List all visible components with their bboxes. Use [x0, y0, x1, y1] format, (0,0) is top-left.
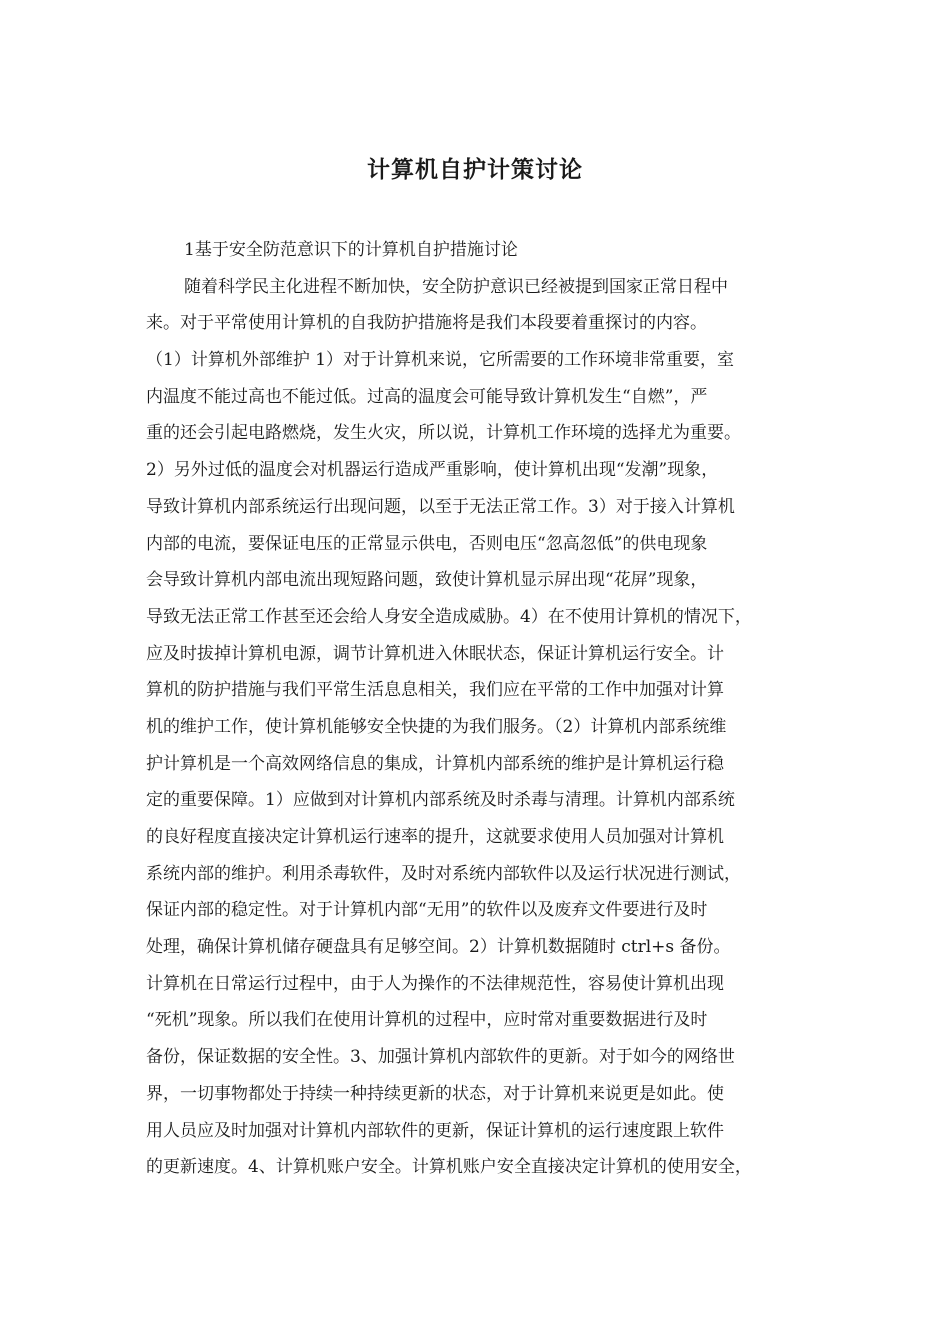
- paragraph-line: 算机的防护措施与我们平常生活息息相关，我们应在平常的工作中加强对计算: [146, 680, 724, 701]
- section-heading: 1基于安全防范意识下的计算机自护措施讨论: [184, 240, 518, 260]
- paragraph-line: 护计算机是一个高效网络信息的集成，计算机内部系统的维护是计算机运行稳: [146, 753, 724, 774]
- paragraph-line: 处理，确保计算机储存硬盘具有足够空间。2）计算机数据随时 ctrl+s 备份。: [146, 937, 731, 958]
- paragraph-line: 界，一切事物都处于持续一种持续更新的状态，对于计算机来说更是如此。使: [146, 1083, 724, 1104]
- paragraph-line: 备份，保证数据的安全性。3、加强计算机内部软件的更新。对于如今的网络世: [146, 1047, 735, 1068]
- paragraph-line: 定的重要保障。1）应做到对计算机内部系统及时杀毒与清理。计算机内部系统: [146, 790, 735, 811]
- paragraph-line: 的良好程度直接决定计算机运行速率的提升，这就要求使用人员加强对计算机: [146, 827, 724, 847]
- paragraph-line: （1）计算机外部维护 1）对于计算机来说，它所需要的工作环境非常重要，室: [146, 350, 735, 371]
- paragraph-line: 保证内部的稳定性。对于计算机内部“无用”的软件以及废弃文件要进行及时: [146, 900, 708, 921]
- paragraph-line: 内温度不能过高也不能过低。过高的温度会可能导致计算机发生“自燃”，严: [146, 386, 708, 407]
- paragraph-line: 内部的电流，要保证电压的正常显示供电，否则电压“忽高忽低”的供电现象: [146, 533, 708, 554]
- paragraph-line: 来。对于平常使用计算机的自我防护措施将是我们本段要着重探讨的内容。: [146, 313, 707, 334]
- paragraph-line: 的更新速度。4、计算机账户安全。计算机账户安全直接决定计算机的使用安全，: [146, 1157, 752, 1178]
- paragraph-line: 2）另外过低的温度会对机器运行造成严重影响，使计算机出现“发潮”现象，: [146, 460, 719, 481]
- document-body: [146, 232, 822, 1186]
- paragraph-line: 系统内部的维护。利用杀毒软件，及时对系统内部软件以及运行状况进行测试，: [146, 863, 741, 884]
- paragraph-line: 计算机在日常运行过程中，由于人为操作的不法律规范性，容易使计算机出现: [146, 973, 724, 994]
- paragraph-line: 会导致计算机内部电流出现短路问题，致使计算机显示屏出现“花屏”现象，: [146, 570, 708, 591]
- paragraph-line: 导致无法正常工作甚至还会给人身安全造成威胁。4）在不使用计算机的情况下，: [146, 606, 752, 627]
- paragraph-line: 应及时拔掉计算机电源，调节计算机进入休眠状态，保证计算机运行安全。计: [146, 643, 724, 664]
- paragraph-line: 导致计算机内部系统运行出现问题，以至于无法正常工作。3）对于接入计算机: [146, 496, 735, 517]
- paragraph-line: 用人员应及时加强对计算机内部软件的更新，保证计算机的运行速度跟上软件: [146, 1120, 724, 1141]
- paragraph-line: 机的维护工作，使计算机能够安全快捷的为我们服务。（2）计算机内部系统维: [146, 716, 727, 737]
- paragraph-line: 随着科学民主化进程不断加快，安全防护意识已经被提到国家正常日程中: [184, 276, 728, 297]
- document-title: 计算机自护计策讨论: [367, 157, 583, 183]
- paragraph-line: “死机”现象。所以我们在使用计算机的过程中，应时常对重要数据进行及时: [146, 1010, 708, 1031]
- paragraph-line: 重的还会引起电路燃烧，发生火灾，所以说，计算机工作环境的选择尤为重要。: [146, 423, 741, 444]
